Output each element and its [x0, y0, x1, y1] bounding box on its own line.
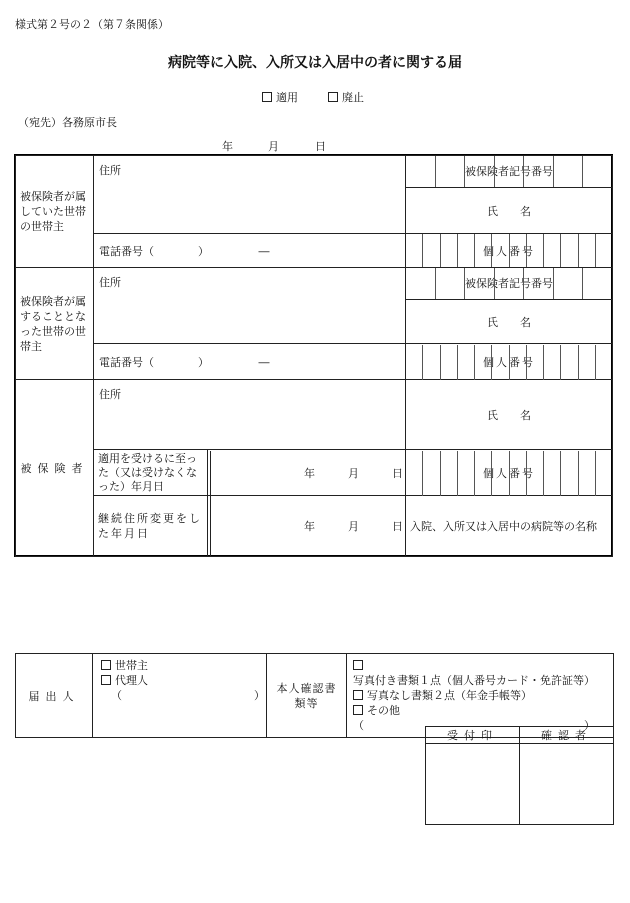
personal-number-grid-2[interactable] — [406, 345, 612, 380]
date-month: 月 — [268, 140, 279, 153]
addressee: （宛先）各務原市長 — [18, 116, 117, 129]
section-householder-before — [16, 156, 94, 268]
identity-option-3-label: その他（ ） — [353, 704, 595, 732]
name-label-2 — [406, 300, 613, 344]
applicant-agent-input[interactable] — [101, 688, 265, 703]
address-label: 住所 — [99, 388, 121, 401]
checkbox-icon — [353, 705, 363, 715]
personal-number-text: 個人番号 — [483, 466, 535, 480]
identity-label-text: 本人確認書類等 — [276, 681, 337, 710]
checkbox-icon — [101, 660, 111, 670]
name-text: 氏 名 — [487, 315, 531, 329]
applicant-paren: （ ） — [111, 689, 265, 702]
personal-number-text: 個人番号 — [483, 244, 535, 258]
address-field-3[interactable] — [94, 380, 406, 450]
received-stamp-label — [426, 727, 520, 744]
confirmer-box[interactable] — [520, 744, 614, 825]
symbol-number-text: 被保険者記号番号 — [465, 277, 553, 290]
date-moved-label — [94, 496, 208, 557]
date-day: 日 — [315, 140, 326, 153]
confirmer-label — [520, 727, 614, 744]
householder-before-label: 被保険者が属していた世帯の世帯主 — [20, 190, 86, 233]
date-applied-field[interactable] — [208, 450, 406, 496]
phone-field-1[interactable] — [94, 234, 406, 268]
checkbox-icon — [101, 675, 111, 685]
phone-field-2[interactable] — [94, 344, 406, 380]
option-abolish-label: 廃止 — [342, 91, 364, 104]
applicant-options[interactable] — [93, 654, 267, 738]
symbol-number-text: 被保険者記号番号 — [465, 165, 553, 178]
name-label-1 — [406, 188, 613, 234]
address-field-1[interactable] — [94, 156, 406, 234]
name-text: 氏 名 — [487, 204, 531, 218]
checkbox-icon — [353, 690, 363, 700]
applicant-label — [16, 654, 93, 738]
phone-label: 電話番号（ ） ― — [99, 244, 270, 258]
phone-label: 電話番号（ ） ― — [99, 355, 270, 369]
date-applied-label — [94, 450, 208, 496]
identity-options[interactable] — [347, 654, 614, 738]
confirmer-text: 確認者 — [541, 729, 592, 742]
identity-option-2-label: 写真なし書類２点（年金手帳等） — [367, 689, 532, 702]
name-label-3 — [406, 380, 613, 450]
checkbox-icon — [262, 92, 272, 102]
page-title: 病院等に入院、入所又は入居中の者に関する届 — [168, 55, 462, 71]
symbol-number-grid-1[interactable] — [406, 156, 612, 187]
identity-option-2[interactable] — [353, 688, 607, 703]
date-moved-field[interactable] — [208, 496, 406, 557]
applicant-agent-option[interactable] — [101, 673, 258, 688]
hospital-name-label — [406, 496, 613, 557]
date-moved-text: 継続住所変更をした年月日 — [98, 512, 202, 540]
personal-number-text: 個人番号 — [483, 355, 535, 369]
date-applied-text: 適用を受けるに至った（又は受けなくなった）年月日 — [98, 451, 197, 493]
date-column-divider — [210, 451, 211, 556]
address-label: 住所 — [99, 164, 121, 177]
applicant-householder-option[interactable] — [101, 658, 258, 673]
option-abolish[interactable] — [328, 89, 364, 105]
checkbox-icon — [353, 660, 363, 670]
applicant-householder-label: 世帯主 — [115, 659, 148, 672]
address-field-2[interactable] — [94, 268, 406, 344]
stamp-table — [425, 726, 614, 825]
date-year: 年 — [222, 140, 233, 153]
identity-label — [267, 654, 347, 738]
received-stamp-text: 受付印 — [447, 729, 498, 742]
identity-option-1[interactable] — [353, 658, 607, 688]
received-stamp-box[interactable] — [426, 744, 520, 825]
section-insured — [16, 380, 94, 557]
checkbox-icon — [328, 92, 338, 102]
value-column-divider — [405, 155, 406, 556]
insured-label: 被保険者 — [20, 462, 89, 475]
householder-after-label: 被保険者が属することとなった世帯の世帯主 — [20, 294, 86, 353]
form-number: 様式第２号の２（第７条関係） — [15, 18, 169, 31]
section-householder-after — [16, 268, 94, 380]
personal-number-grid-3[interactable] — [406, 451, 612, 496]
symbol-number-grid-2[interactable] — [406, 268, 612, 299]
hospital-name-text: 入院、入所又は入居中の病院等の名称 — [410, 519, 597, 533]
address-label: 住所 — [99, 276, 121, 289]
option-apply[interactable] — [262, 89, 298, 105]
applicant-agent-label: 代理人 — [115, 674, 148, 687]
identity-option-1-label: 写真付き書類１点（個人番号カード・免許証等） — [353, 674, 595, 687]
ymd-text: 年 月 日 — [304, 466, 403, 480]
option-apply-label: 適用 — [276, 91, 298, 104]
ymd-text: 年 月 日 — [304, 520, 403, 533]
applicant-label-text: 届出人 — [28, 689, 80, 703]
name-text: 氏 名 — [487, 408, 531, 422]
personal-number-grid-1[interactable] — [406, 234, 612, 267]
